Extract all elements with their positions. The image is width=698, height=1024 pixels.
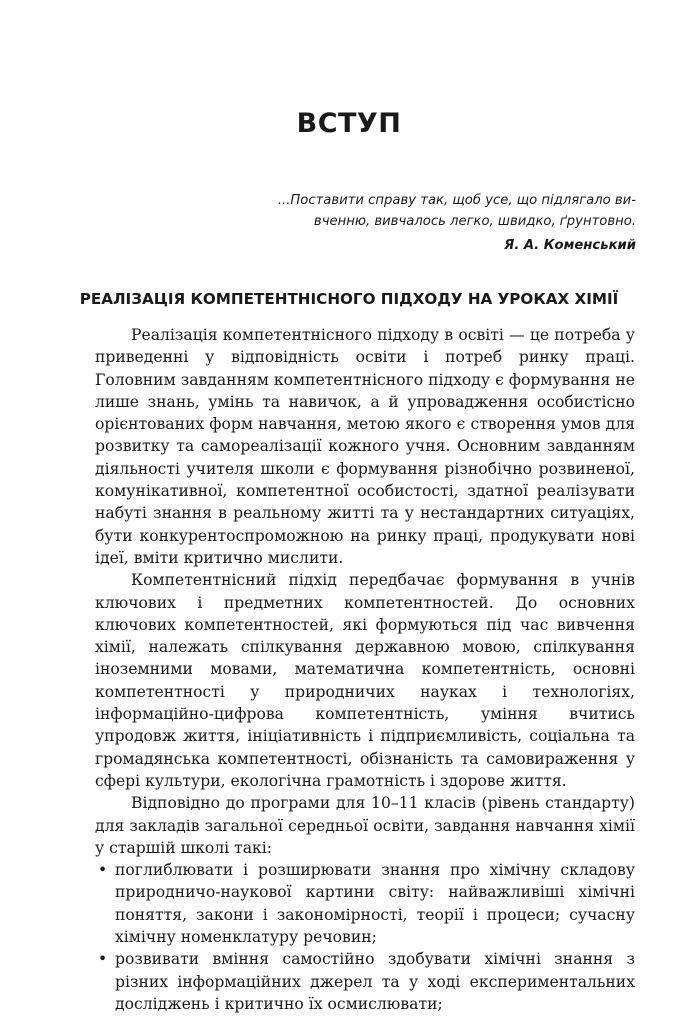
- list-item-text: розвивати вміння самостійно здобувати хімічні знання з різних інформаційних джерел та у ході експериментальних досліджень і критично їх осмислювати;: [115, 950, 635, 1013]
- objectives-list: [95, 859, 635, 1015]
- paragraph-1: Реалізація компетентнісного підходу в освіті — це потреба у приведенні у відповідність освіти і потреб ринку праці. Головним завданням компетентнісного підходу є формування не лише знань, умінь та навичок, а й упровадження особистісно орієнтованих форм навчання, метою якого є створення умов для розвитку та самореалізації кожного учня. Основним завданням діяльності учителя школи є формування різнобічно розвиненої, комунікативної, компетентної особистості, здатної реалізувати набуті знання в реальному житті та у нестандартних ситуаціях, бути конкурентоспроможною на ринку праці, продукувати нові ідеї, вміти критично мислити.: [95, 326, 635, 567]
- list-item: [95, 859, 635, 948]
- epigraph: [276, 190, 636, 256]
- body-text: [95, 324, 635, 1015]
- list-item: [95, 948, 635, 1015]
- epigraph-author: Я. А. Коменський: [504, 238, 636, 253]
- bullet-icon: •: [98, 950, 108, 969]
- bullet-icon: •: [98, 861, 108, 880]
- chapter-title: ВСТУП: [296, 108, 402, 139]
- paragraph-2: Компетентнісний підхід передбачає формування в учнів ключових і предметних компетентностей. До основних ключових компетентностей, які формуються під час вивчення хімії, належать спілкування державною мовою, спілкування іноземними мовами, математична компетентність, основні компетентності у природничих науках і технологіях, інформаційно-цифрова компетентність, уміння вчитись упродовж життя, ініціативність і підприємливість, соціальна та громадянська компетентності, обізнаність та самовираження у сфері культури, екологічна грамотність і здорове життя.: [95, 571, 635, 790]
- section-title: РЕАЛІЗАЦІЯ КОМПЕТЕНТНІСНОГО ПІДХОДУ НА УРОКАХ ХІМІЇ: [79, 290, 619, 308]
- epigraph-quote-line-1: ...Поставити справу так, щоб усе, що підлягало ви-: [277, 193, 636, 208]
- epigraph-quote-line-2: вченню, вивчалось легко, швидко, ґрунтовно.: [313, 214, 636, 229]
- list-item-text: поглиблювати і розширювати знання про хімічну складову природничо-наукової картини світу: найважливіші хімічні поняття, закони і закономірності, теорії і процеси; сучасну хімічну номенклатуру речовин;: [115, 861, 635, 947]
- paragraph-3: Відповідно до програми для 10–11 класів (рівень стандарту) для закладів загальної середньої освіти, завдання навчання хімії у старшій школі такі:: [95, 794, 635, 857]
- epigraph-quote: [276, 190, 636, 232]
